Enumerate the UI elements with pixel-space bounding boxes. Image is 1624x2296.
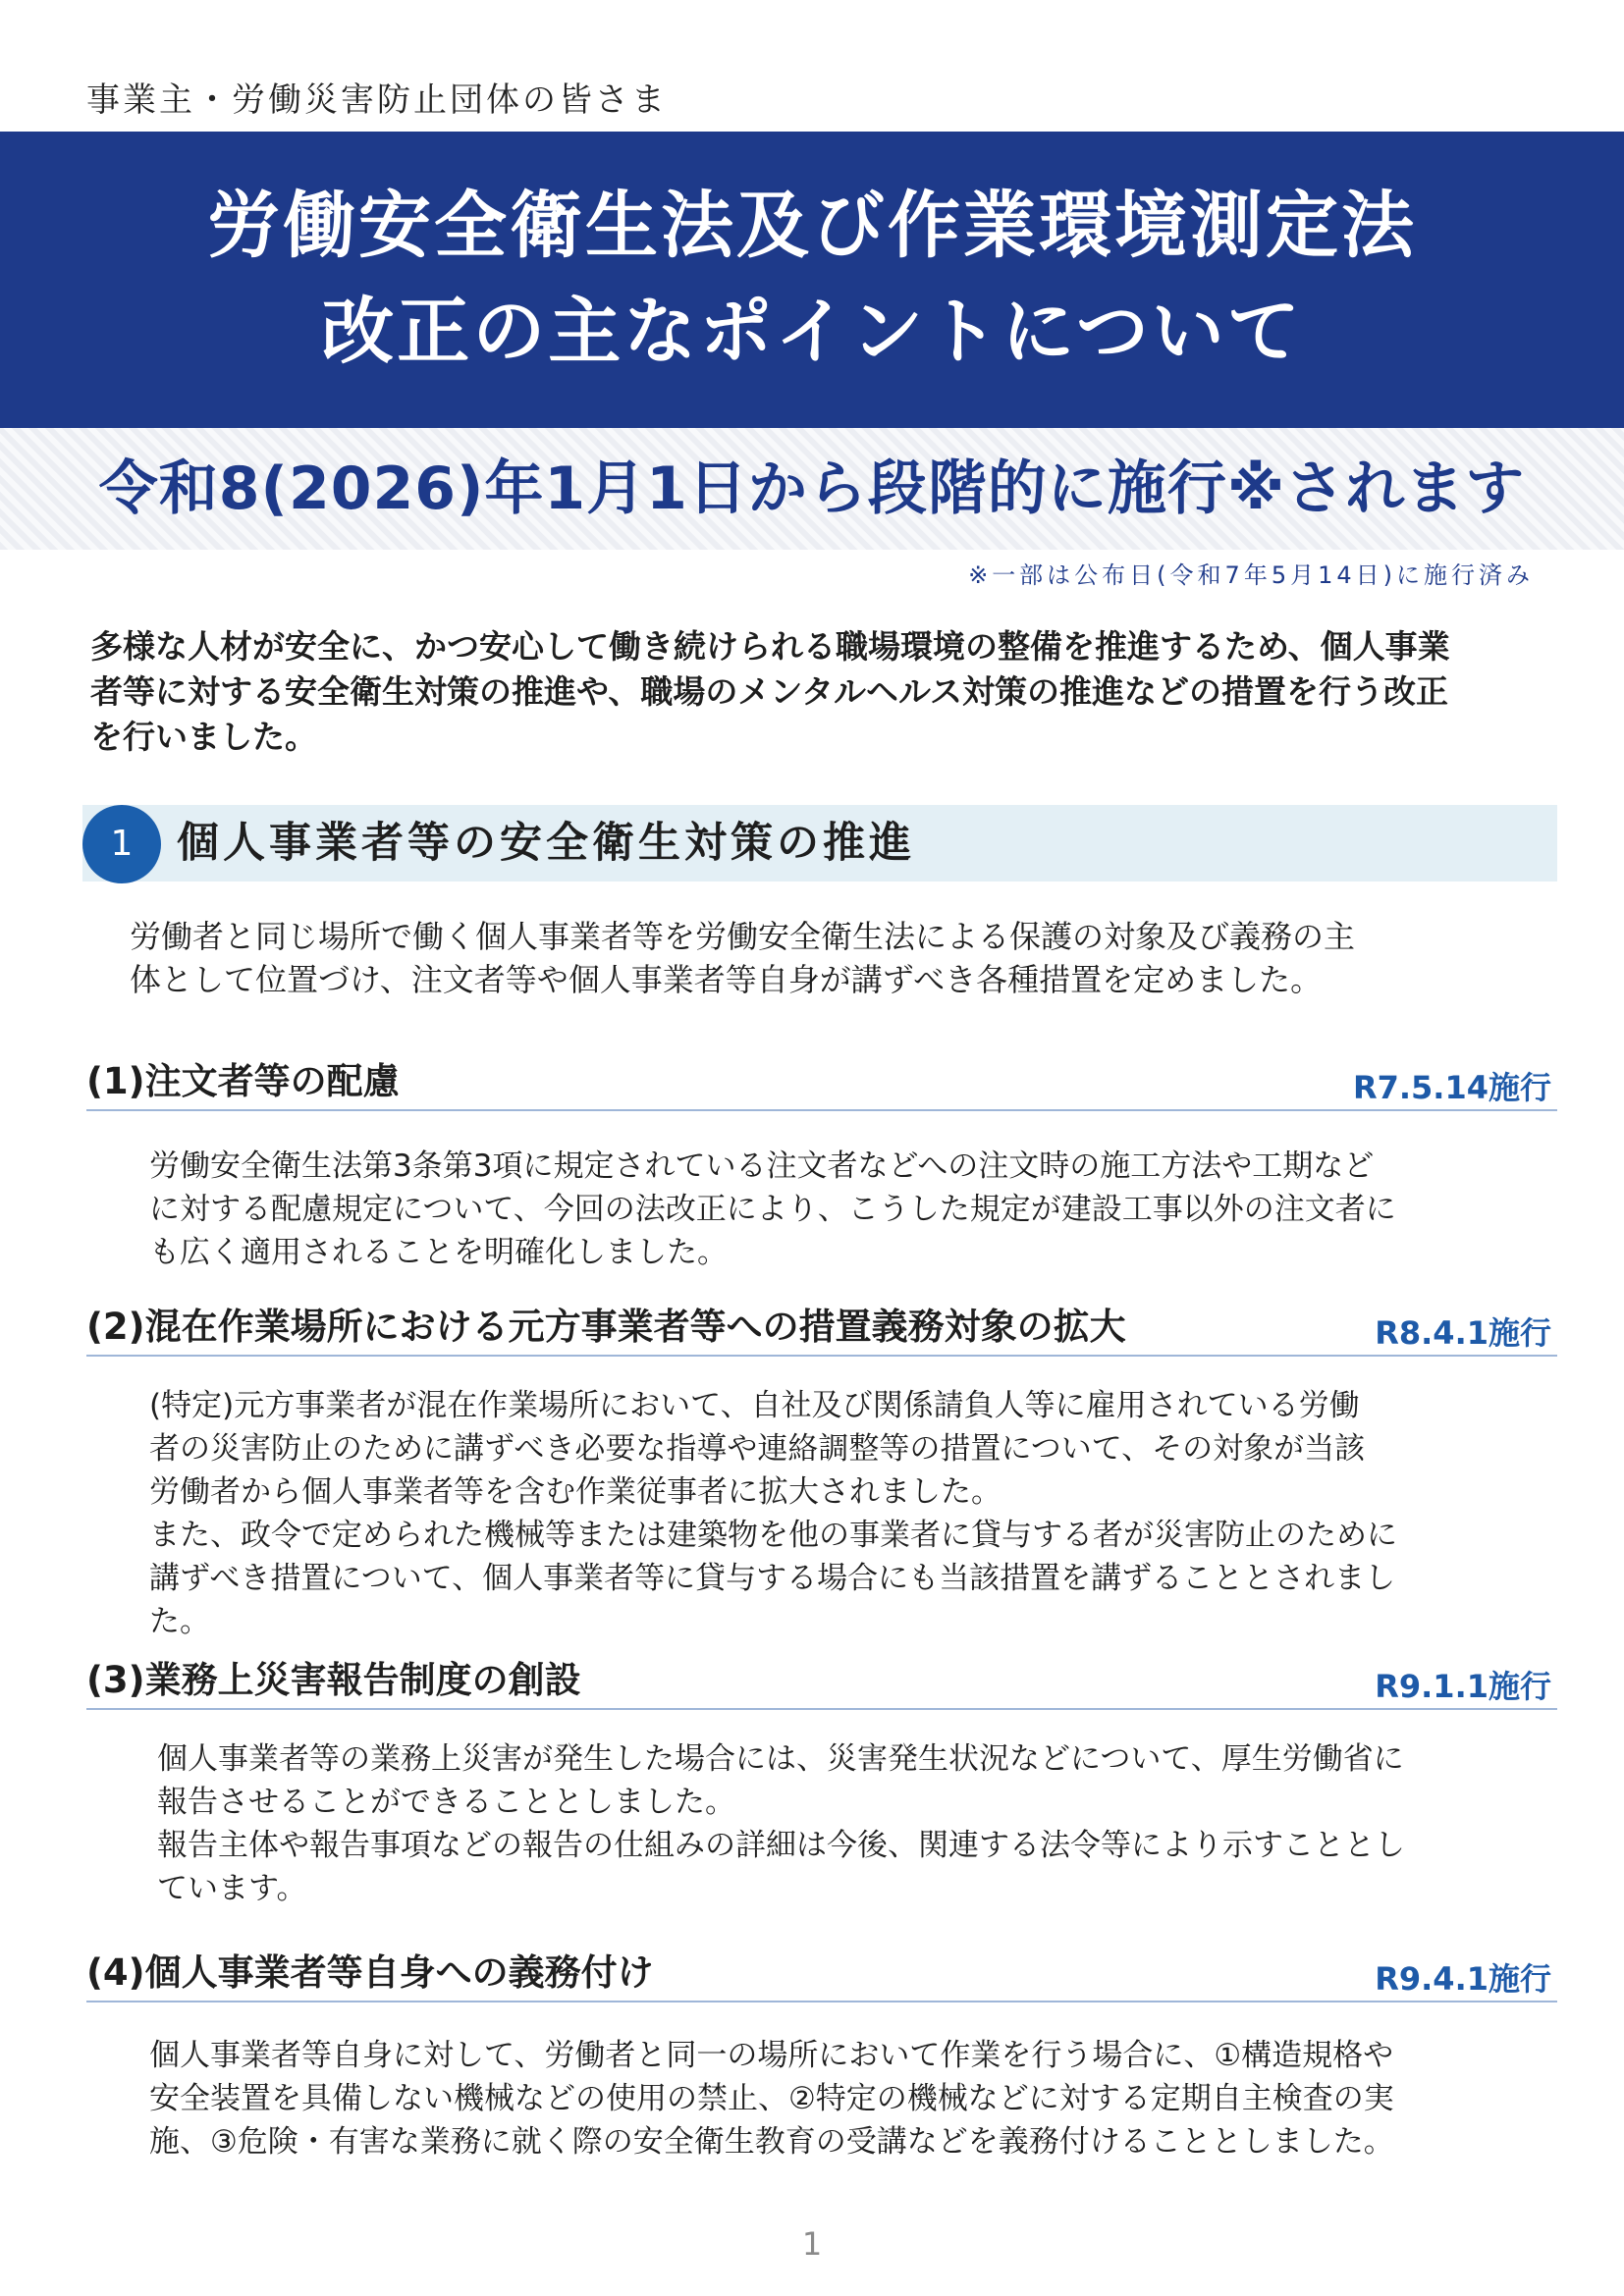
- body-line: も広く適用されることを明確化しました。: [149, 1235, 728, 1270]
- body-line: 者の災害防止のために講ずべき必要な指導や連絡調整等の措置について、その対象が当該: [149, 1431, 1366, 1467]
- body-line: 労働者から個人事業者等を含む作業従事者に拡大されました。: [149, 1474, 1001, 1510]
- subsection-heading: [86, 1300, 1557, 1357]
- page-title-line-1: 労働安全衛生法及び作業環境測定法: [207, 184, 1417, 268]
- body-line: 施、③危険・有害な業務に就く際の安全衛生教育の受講などを義務付けることとしました。: [149, 2124, 1394, 2160]
- section-intro-line: 労働者と同じ場所で働く個人事業者等を労働安全衛生法による保護の対象及び義務の主: [130, 918, 1356, 955]
- effective-date-note: ※一部は公布日(令和7年5月14日)に施行済み: [968, 561, 1534, 589]
- body-line: ています。: [157, 1871, 307, 1906]
- section-title: 個人事業者等の安全衛生対策の推進: [177, 819, 915, 868]
- body-line: 報告主体や報告事項などの報告の仕組みの詳細は今後、関連する法令等により示すこととし: [157, 1828, 1405, 1863]
- body-line: (特定)元方事業者が混在作業場所において、自社及び関係請負人等に雇用されている労働: [149, 1388, 1360, 1423]
- title-banner: [0, 132, 1624, 428]
- subsection-title: (2)混在作業場所における元方事業者等への措置義務対象の拡大: [86, 1306, 1126, 1348]
- body-line: に対する配慮規定について、今回の法改正により、こうした規定が建設工事以外の注文者に: [149, 1192, 1396, 1227]
- subsection-effective-date: R7.5.14施行: [1352, 1069, 1551, 1106]
- body-line: また、政令で定められた機械等または建築物を他の事業者に貸与する者が災害防止のために: [149, 1518, 1397, 1553]
- page-number: 1: [801, 2225, 823, 2263]
- subsection-heading: [86, 1946, 1557, 2002]
- intro-line: を行いました。: [90, 718, 317, 756]
- section-number-badge: 1: [82, 805, 161, 883]
- subsection-title: (1)注文者等の配慮: [86, 1060, 400, 1102]
- section-intro-paragraph: [130, 915, 1543, 1001]
- body-line: 報告させることができることとしました。: [157, 1785, 735, 1820]
- intro-line: 者等に対する安全衛生対策の推進や、職場のメンタルヘルス対策の推進などの措置を行う改正: [90, 672, 1449, 711]
- body-line: 個人事業者等の業務上災害が発生した場合には、災害発生状況などについて、厚生労働省に: [157, 1741, 1404, 1777]
- subsection-title: (3)業務上災害報告制度の創設: [86, 1659, 581, 1701]
- subsection-body: [149, 2034, 1543, 2163]
- subsection-body: [157, 1737, 1551, 1910]
- section-header: [82, 805, 1557, 881]
- body-line: 安全装置を具備しない機械などの使用の禁止、②特定の機械などに対する定期自主検査の実: [149, 2081, 1394, 2116]
- body-line: 個人事業者等自身に対して、労働者と同一の場所において作業を行う場合に、①構造規格や: [149, 2038, 1394, 2073]
- subsection-effective-date: R9.1.1施行: [1375, 1668, 1551, 1705]
- intro-paragraph: [90, 624, 1543, 760]
- subsection-heading: [86, 1054, 1557, 1111]
- effective-date-text: 令和8(2026)年1月1日から段階的に施行※されます: [98, 454, 1526, 523]
- page-title-line-2: 改正の主なポイントについて: [321, 290, 1303, 374]
- effective-date-band: [0, 428, 1624, 550]
- subsection-effective-date: R8.4.1施行: [1375, 1314, 1551, 1352]
- addressee-line: 事業主・労働災害防止団体の皆さま: [86, 80, 668, 120]
- subsection-body: [149, 1384, 1543, 1643]
- body-line: 労働安全衛生法第3条第3項に規定されている注文者などへの注文時の施工方法や工期など: [149, 1148, 1375, 1184]
- intro-line: 多様な人材が安全に、かつ安心して働き続けられる職場環境の整備を推進するため、個人事業: [90, 627, 1450, 666]
- subsection-effective-date: R9.4.1施行: [1375, 1960, 1551, 1998]
- body-line: 講ずべき措置について、個人事業者等に貸与する場合にも当該措置を講ずることとされまし: [149, 1561, 1396, 1596]
- subsection-body: [149, 1145, 1543, 1274]
- section-intro-line: 体として位置づけ、注文者等や個人事業者等自身が講ずべき各種措置を定めました。: [130, 961, 1323, 998]
- subsection-heading: [86, 1653, 1557, 1710]
- body-line: た。: [149, 1604, 210, 1639]
- subsection-title: (4)個人事業者等自身への義務付け: [86, 1951, 654, 1994]
